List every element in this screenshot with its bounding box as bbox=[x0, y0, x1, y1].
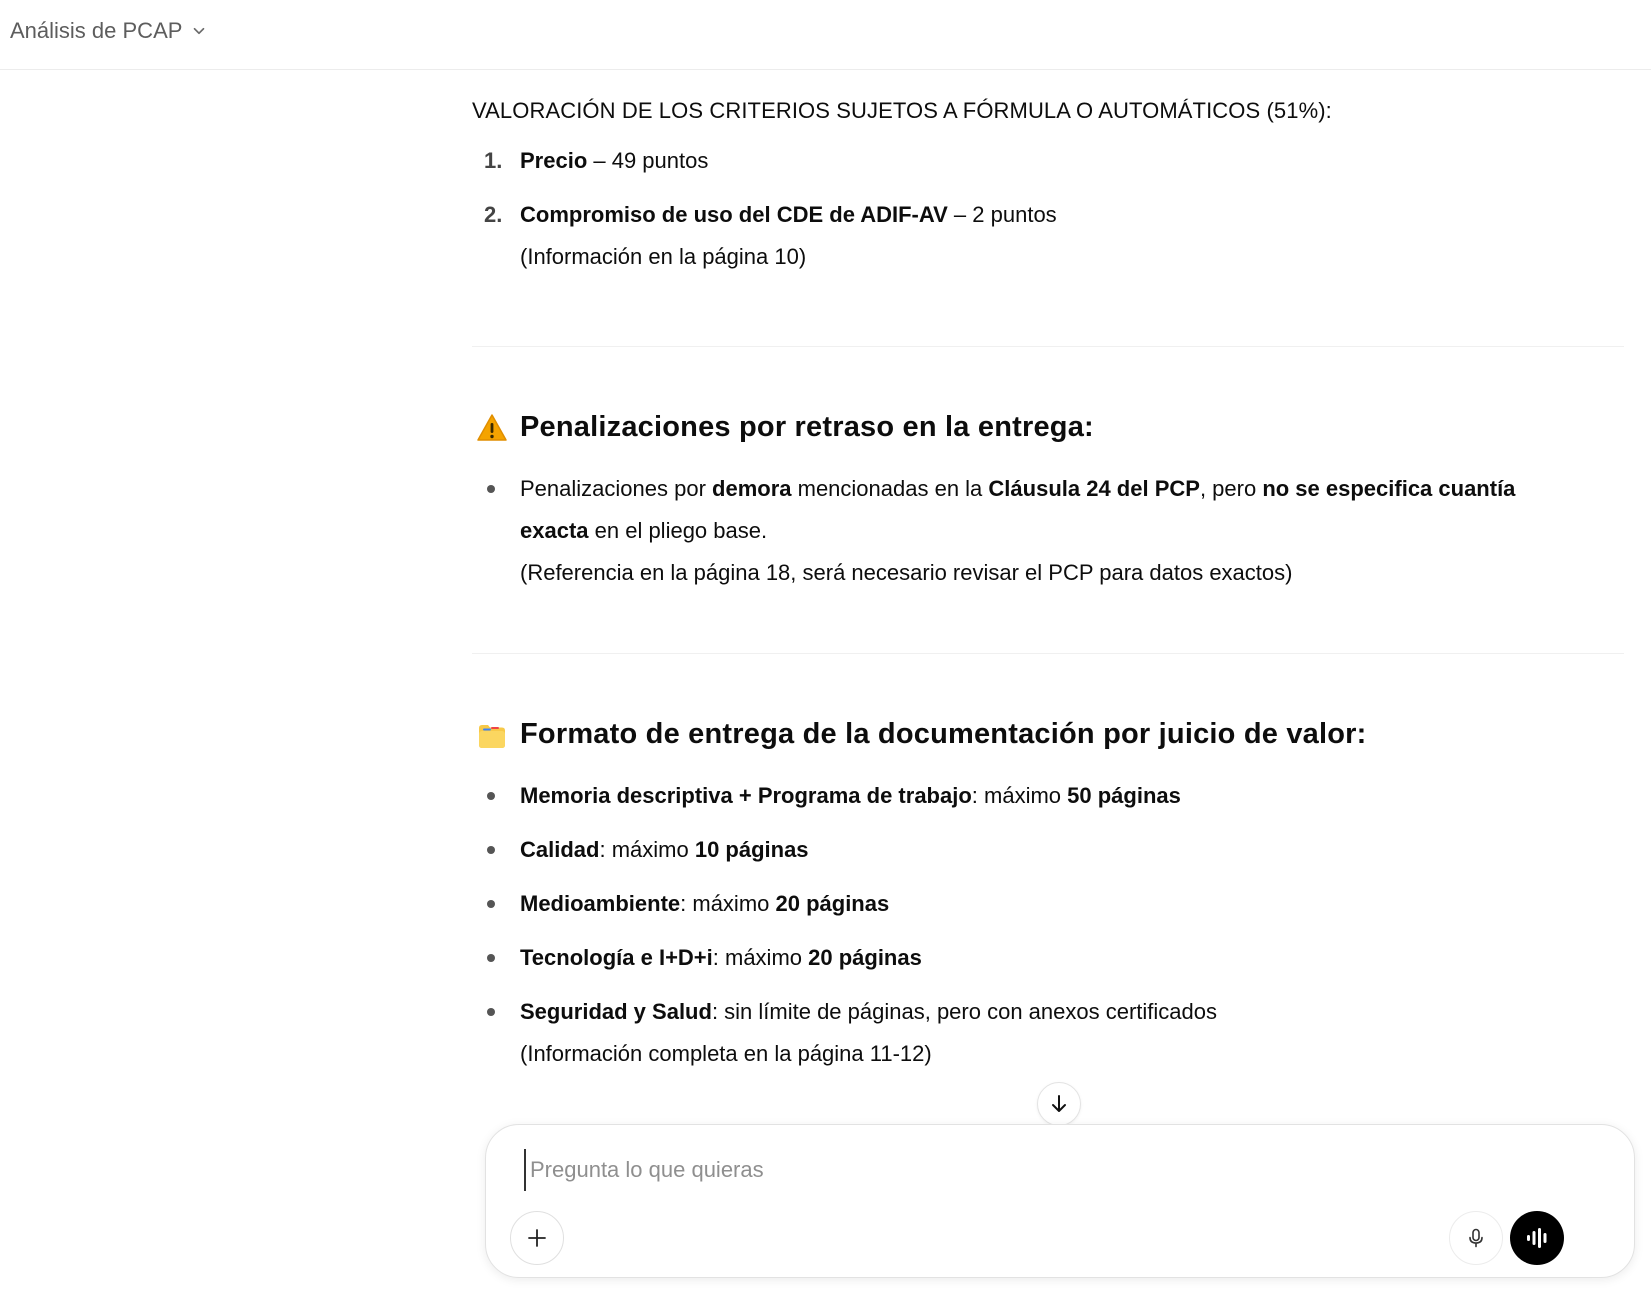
attach-button[interactable] bbox=[510, 1211, 564, 1265]
format-list bbox=[472, 775, 1582, 1087]
list-item bbox=[472, 883, 1582, 925]
heading-text: Formato de entrega de la documentación por juicio de valor: bbox=[520, 718, 1367, 750]
item-text: : máximo bbox=[971, 783, 1068, 808]
item-title: Precio bbox=[520, 148, 588, 173]
item-value: 20 páginas bbox=[808, 945, 922, 970]
scroll-to-bottom-button[interactable] bbox=[1037, 1082, 1081, 1126]
item-text: : máximo bbox=[599, 837, 695, 862]
text-span: en el pliego base. bbox=[588, 518, 768, 543]
format-heading bbox=[476, 718, 1367, 751]
text-span: , pero bbox=[1199, 476, 1263, 501]
top-bar bbox=[0, 0, 1651, 70]
item-title: Tecnología e I+D+i bbox=[520, 945, 713, 970]
list-item bbox=[472, 194, 1582, 278]
prompt-input[interactable] bbox=[524, 1149, 1532, 1191]
conversation-title-dropdown[interactable] bbox=[10, 14, 208, 48]
text-span: Penalizaciones por bbox=[520, 476, 713, 501]
item-title: Memoria descriptiva + Programa de trabajo bbox=[520, 783, 972, 808]
item-text: : máximo bbox=[712, 945, 809, 970]
arrow-down-icon bbox=[1048, 1093, 1070, 1115]
auto-criteria-list bbox=[472, 140, 1582, 290]
item-title: Calidad bbox=[520, 837, 600, 862]
voice-mode-icon bbox=[1523, 1224, 1551, 1252]
item-title: Medioambiente bbox=[520, 891, 681, 916]
list-item bbox=[472, 468, 1582, 594]
heading-text: Penalizaciones por retraso en la entrega: bbox=[520, 411, 1094, 443]
microphone-icon bbox=[1465, 1227, 1487, 1249]
bold-span: demora bbox=[712, 476, 792, 501]
item-note: (Información en la página 10) bbox=[520, 244, 807, 269]
bold-span: Cláusula 24 del PCP bbox=[988, 476, 1200, 501]
item-value: 20 páginas bbox=[775, 891, 890, 916]
list-item bbox=[472, 829, 1582, 871]
dictate-button[interactable] bbox=[1449, 1211, 1503, 1265]
item-note: (Referencia en la página 18, será necesario revisar el PCP para datos exactos) bbox=[520, 560, 1293, 585]
list-number: 2. bbox=[484, 202, 503, 227]
plus-icon bbox=[525, 1226, 549, 1250]
item-text: : sin límite de páginas, pero con anexos certificados bbox=[711, 999, 1217, 1024]
message-composer bbox=[485, 1124, 1635, 1278]
item-note: (Información completa en la página 11-12) bbox=[520, 1041, 932, 1066]
list-item bbox=[472, 140, 1582, 182]
item-value: 10 páginas bbox=[694, 837, 809, 862]
list-item bbox=[472, 991, 1582, 1075]
item-text: – 49 puntos bbox=[587, 148, 709, 173]
penalties-list bbox=[472, 468, 1582, 606]
item-title: Compromiso de uso del CDE de ADIF-AV bbox=[520, 202, 948, 227]
conversation-title: Análisis de PCAP bbox=[10, 18, 183, 43]
folder-icon bbox=[476, 719, 508, 751]
penalties-heading bbox=[476, 411, 1094, 444]
text-span: mencionadas en la bbox=[791, 476, 989, 501]
item-title: Seguridad y Salud bbox=[520, 999, 712, 1024]
voice-mode-button[interactable] bbox=[1510, 1211, 1564, 1265]
chevron-down-icon bbox=[190, 22, 208, 40]
item-value: 50 páginas bbox=[1067, 783, 1181, 808]
item-text: : máximo bbox=[680, 891, 776, 916]
auto-criteria-heading: VALORACIÓN DE LOS CRITERIOS SUJETOS A FÓRMULA O AUTOMÁTICOS (51%): bbox=[472, 98, 1332, 123]
divider bbox=[472, 346, 1624, 347]
list-number: 1. bbox=[484, 148, 503, 173]
divider bbox=[472, 653, 1624, 654]
bold-span: no se especifica cuantía exacta bbox=[520, 476, 1516, 543]
warning-icon bbox=[476, 412, 508, 444]
list-item bbox=[472, 775, 1582, 817]
list-item bbox=[472, 937, 1582, 979]
item-text: – 2 puntos bbox=[947, 202, 1057, 227]
